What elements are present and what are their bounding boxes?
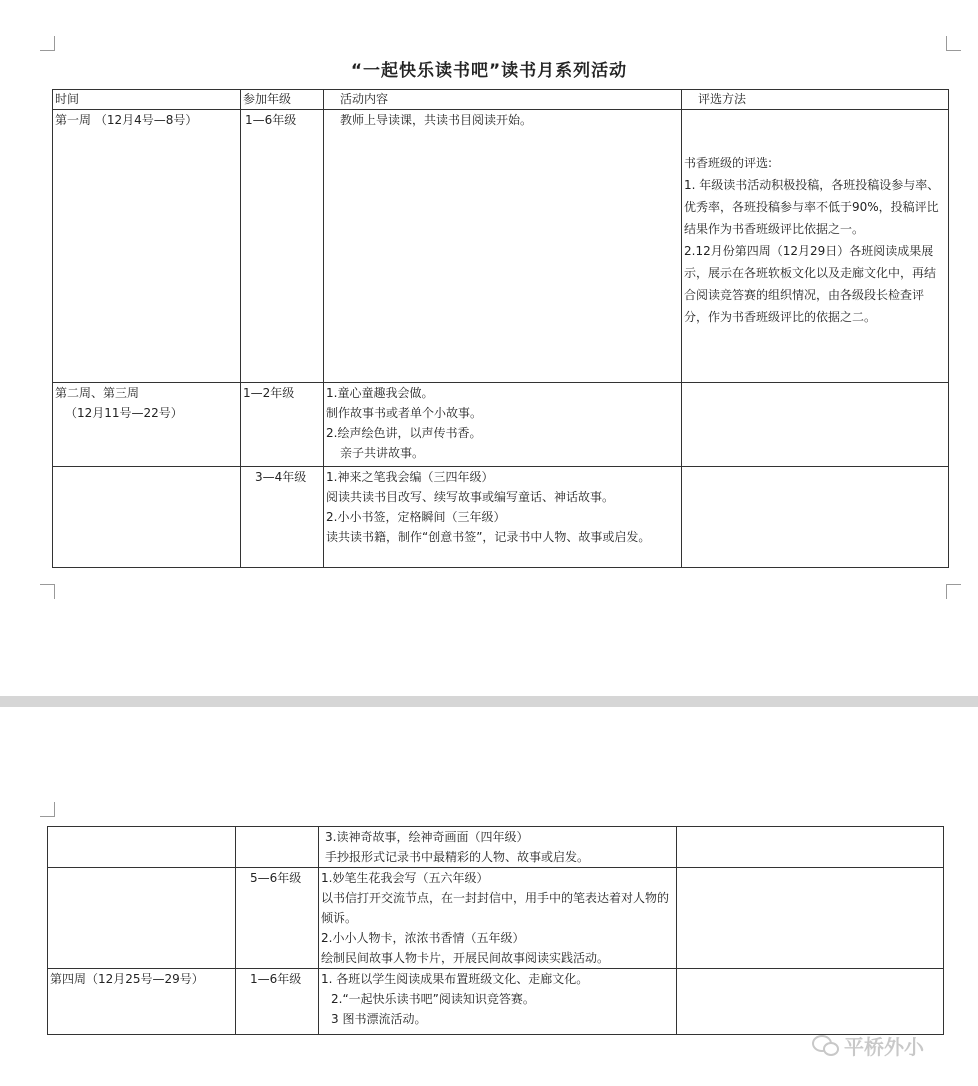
- row-grade: [236, 827, 319, 868]
- header-time: 时间: [53, 90, 241, 110]
- header-grade: 参加年级: [241, 90, 324, 110]
- table-header-row: [53, 90, 949, 110]
- row-content: 1. 各班以学生阅读成果布置班级文化、走廊文化。 2.“一起快乐读书吧”阅读知识竞答赛。 3 图书漂流活动。: [319, 969, 677, 1035]
- table-row: [48, 868, 944, 969]
- row-content: 1.神来之笔我会编（三四年级） 阅读共读书目改写、续写故事或编写童话、神话故事。 2.小小书签，定格瞬间（三年级） 读共读书籍，制作“创意书签”，记录书中人物、故事或启发。: [324, 467, 682, 568]
- row-method: [682, 467, 949, 568]
- row-time: [48, 827, 236, 868]
- page-corner-mark: [946, 584, 961, 599]
- page-corner-mark: [40, 802, 55, 817]
- table-row: [53, 110, 949, 383]
- row-grade: 1—6年级: [241, 110, 324, 383]
- row-grade: 3—4年级: [241, 467, 324, 568]
- page-break: [0, 696, 978, 707]
- activity-table-page2: [47, 826, 944, 1035]
- activity-table-page1: [52, 89, 949, 568]
- wechat-icon: [812, 1035, 838, 1055]
- evaluation-method: 书香班级的评选: 1. 年级读书活动积极投稿，各班投稿设参与率、优秀率，各班投稿参与率不低于90%，投稿评比结果作为书香班级评比依据之一。 2.12月份第四周（12月29日）各班阅读成果展示，展示在各班软板文化以及走廊文化中，再结合阅读竞答赛的组织情况，由各级段长检查评分，作为书香班级评比的依据之二。: [682, 110, 949, 383]
- page-corner-mark: [40, 36, 55, 51]
- row-method: [682, 383, 949, 467]
- row-time: [48, 868, 236, 969]
- row-method: [677, 827, 944, 868]
- table-row: [48, 969, 944, 1035]
- row-method: [677, 969, 944, 1035]
- header-method: 评选方法: [682, 90, 949, 110]
- document-title: “一起快乐读书吧”读书月系列活动: [350, 61, 628, 81]
- watermark-text: 平桥外小: [844, 1034, 924, 1059]
- table-row: [53, 467, 949, 568]
- page-corner-mark: [946, 36, 961, 51]
- row-grade: 1—2年级: [241, 383, 324, 467]
- row-content: 教师上导读课，共读书目阅读开始。: [324, 110, 682, 383]
- row-time: 第二周、第三周 （12月11号—22号）: [53, 383, 241, 467]
- row-time: 第一周 （12月4号—8号）: [53, 110, 241, 383]
- table-row: [48, 827, 944, 868]
- row-grade: 5—6年级: [236, 868, 319, 969]
- row-content: 1.妙笔生花我会写（五六年级） 以书信打开交流节点，在一封封信中，用手中的笔表达着对人物的倾诉。 2.小小人物卡，浓浓书香情（五年级） 绘制民间故事人物卡片，开展民间故事阅读实践活动。: [319, 868, 677, 969]
- table-row: [53, 383, 949, 467]
- watermark: [812, 1030, 924, 1060]
- row-content: 3.读神奇故事，绘神奇画面（四年级） 手抄报形式记录书中最精彩的人物、故事或启发。: [319, 827, 677, 868]
- row-time: [53, 467, 241, 568]
- row-time: 第四周（12月25号—29号）: [48, 969, 236, 1035]
- row-content: 1.童心童趣我会做。 制作故事书或者单个小故事。 2.绘声绘色讲，以声传书香。 亲子共讲故事。: [324, 383, 682, 467]
- header-content: 活动内容: [324, 90, 682, 110]
- row-method: [677, 868, 944, 969]
- page-corner-mark: [40, 584, 55, 599]
- row-grade: 1—6年级: [236, 969, 319, 1035]
